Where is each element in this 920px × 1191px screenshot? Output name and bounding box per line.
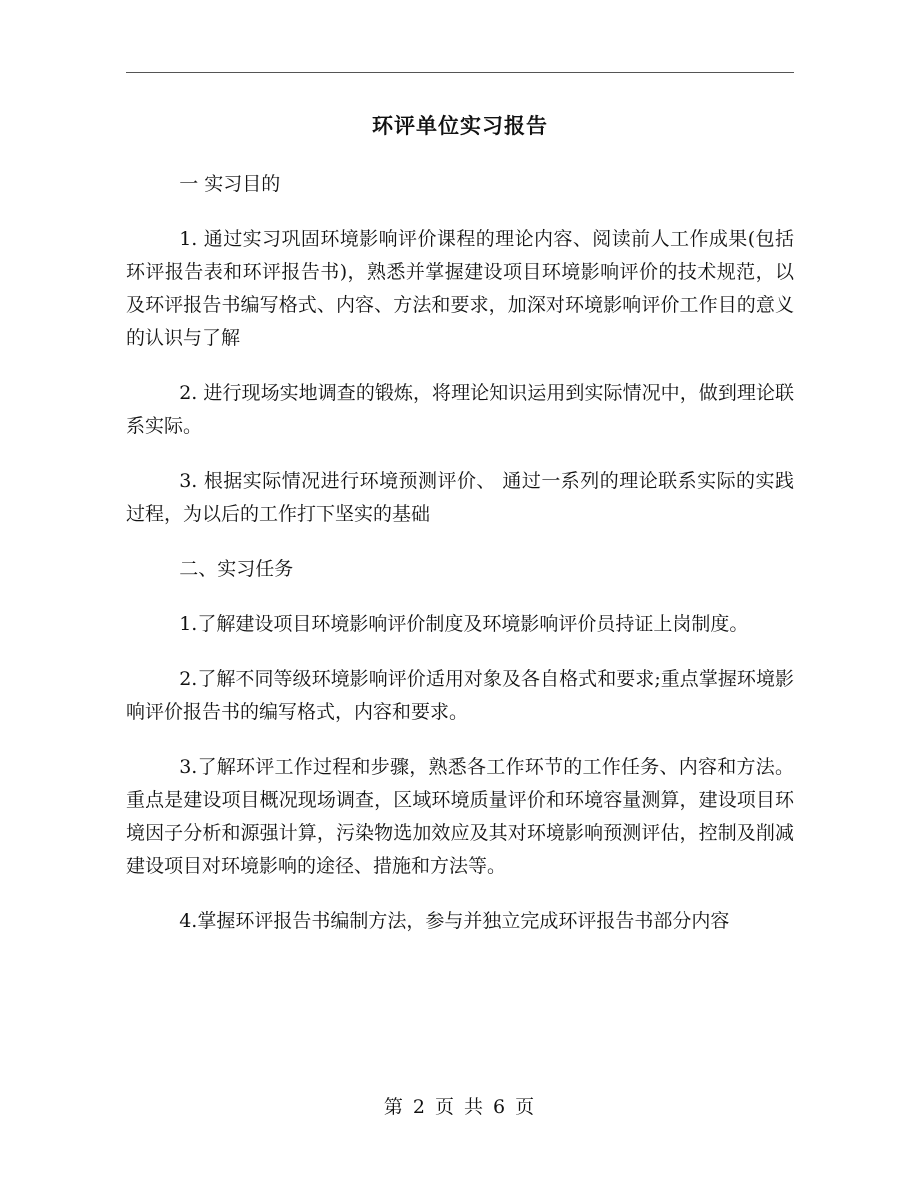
tasks-paragraph-1: 1.了解建设项目环境影响评价制度及环境影响评价员持证上岗制度。 — [179, 613, 749, 635]
document-body — [126, 168, 794, 960]
header-rule — [126, 72, 794, 73]
section-heading-purpose: 一 实习目的 — [179, 173, 281, 195]
tasks-paragraph-3: 3.了解环评工作过程和步骤，熟悉各工作环节的工作任务、内容和方法。重点是建设项目概况现场调查，区域环境质量评价和环境容量测算，建设项目环境因子分析和源强计算，污染物选加效应及其对环境影响预测评估，控制及削减建设项目对环境影响的途径、措施和方法等。 — [126, 756, 794, 877]
tasks-paragraph-4: 4.掌握环评报告书编制方法，参与并独立完成环评报告书部分内容 — [179, 910, 730, 932]
purpose-paragraph-2: 2. 进行现场实地调查的锻炼，将理论知识运用到实际情况中，做到理论联系实际。 — [126, 382, 794, 437]
tasks-paragraph-2: 2.了解不同等级环境影响评价适用对象及各自格式和要求;重点掌握环境影响评价报告书的编写格式，内容和要求。 — [126, 668, 794, 723]
section-heading-tasks: 二、实习任务 — [179, 558, 294, 580]
purpose-paragraph-1: 1. 通过实习巩固环境影响评价课程的理论内容、阅读前人工作成果(包括环评报告表和环评报告书)，熟悉并掌握建设项目环境影响评价的技术规范，以及环评报告书编写格式、内容、方法和要求，加深对环境影响评价工作目的意义的认识与了解 — [126, 228, 794, 349]
page-number-footer: 第 2 页 共 6 页 — [383, 1096, 537, 1118]
document-title: 环评单位实习报告 — [372, 114, 548, 138]
purpose-paragraph-3: 3. 根据实际情况进行环境预测评价、 通过一系列的理论联系实际的实践过程，为以后的工作打下坚实的基础 — [126, 470, 794, 525]
